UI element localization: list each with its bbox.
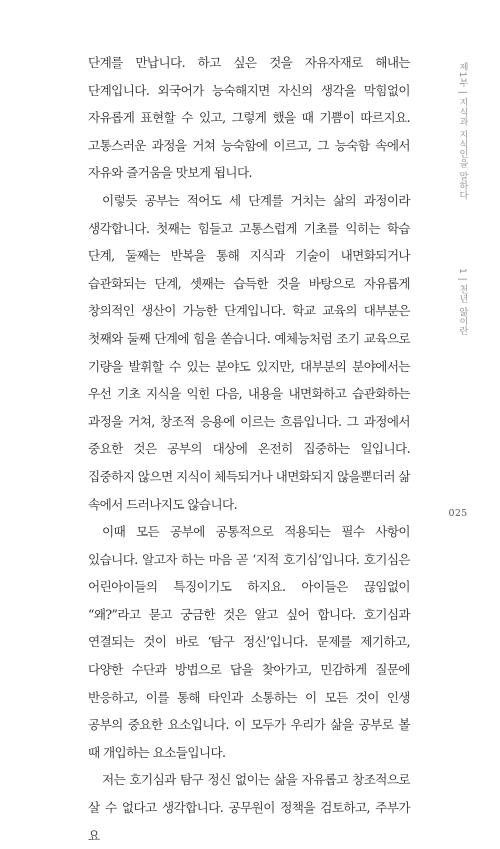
paragraph-three-stages: 이렇듯 공부는 적어도 세 단계를 거치는 삶의 과정이라 생각합니다. 첫째는 힘들고 고통스럽게 기초를 익히는 학습 단계, 둘째는 반복을 통해 지식과 기술이 내면화되거나 습관화되는 단계, 셋째는 습득한 것을 바탕으로 자유롭게 창의적인 생산이 가능한 단계입니다. 학교 교육의 대부분은 첫째와 둘째 단계에 힘을 쏟습니다. 예체능처럼 조기 교육으로 기량을 발휘할 수 있는 분야도 있지만, 대부분의 분야에서는 우선 기초 지식을 익힌 다음, 내용을 내면화하고 습관화하는 과정을 거쳐, 창조적 응용에 이르는 흐름입니다. 그 과정에서 중요한 것은 공부의 대상에 온전히 집중하는 일입니다. 집중하지 않으면 지식이 체득되거나 내면화되지 않을뿐더러 삶 속에서 드러나지도 않습니다. xyxy=(88,192,410,512)
paragraph-conclusion: 저는 호기심과 탐구 정신 없이는 삶을 자유롭고 창조적으로 살 수 없다고 생각합니다. 공무원이 정책을 검토하고, 주부가 요 xyxy=(88,772,410,843)
page-number: 025 xyxy=(448,508,468,519)
running-head-part: 제1부 | 지식과 지식인을 말하다 xyxy=(457,62,468,201)
page-body xyxy=(88,49,410,849)
paragraph-curiosity: 이때 모든 공부에 공통적으로 적용되는 필수 사항이 있습니다. 알고자 하는 마음 곧 ‘지적 호기심’입니다. 호기심은 어린아이들의 특징이기도 하지요. 아이들은 끊임없이 “왜?”라고 묻고 궁금한 것은 알고 싶어 합니다. 호기심과 연결되는 것이 바로 ‘탐구 정신’입니다. 문제를 제기하고, 다양한 수단과 방법으로 답을 찾아가고, 민감하게 질문에 반응하고, 이를 통해 타인과 소통하는 이 모든 것이 인생 공부의 중요한 요소입니다. 이 모두가 우리가 삶을 공부로 볼 때 개입하는 요소들입니다. xyxy=(88,524,410,760)
running-head-chapter: 1 | 천년 앎이란 xyxy=(457,268,468,336)
paragraph-continued: 단계를 만납니다. 하고 싶은 것을 자유자재로 해내는 단계입니다. 외국어가 능숙해지면 자신의 생각을 막힘없이 자유롭게 표현할 수 있고, 그렇게 했을 때 기쁨이 따르지요. 고통스러운 과정을 거쳐 능숙함에 이르고, 그 능숙함 속에서 자유와 즐거움을 맛보게 됩니다. xyxy=(88,55,410,181)
